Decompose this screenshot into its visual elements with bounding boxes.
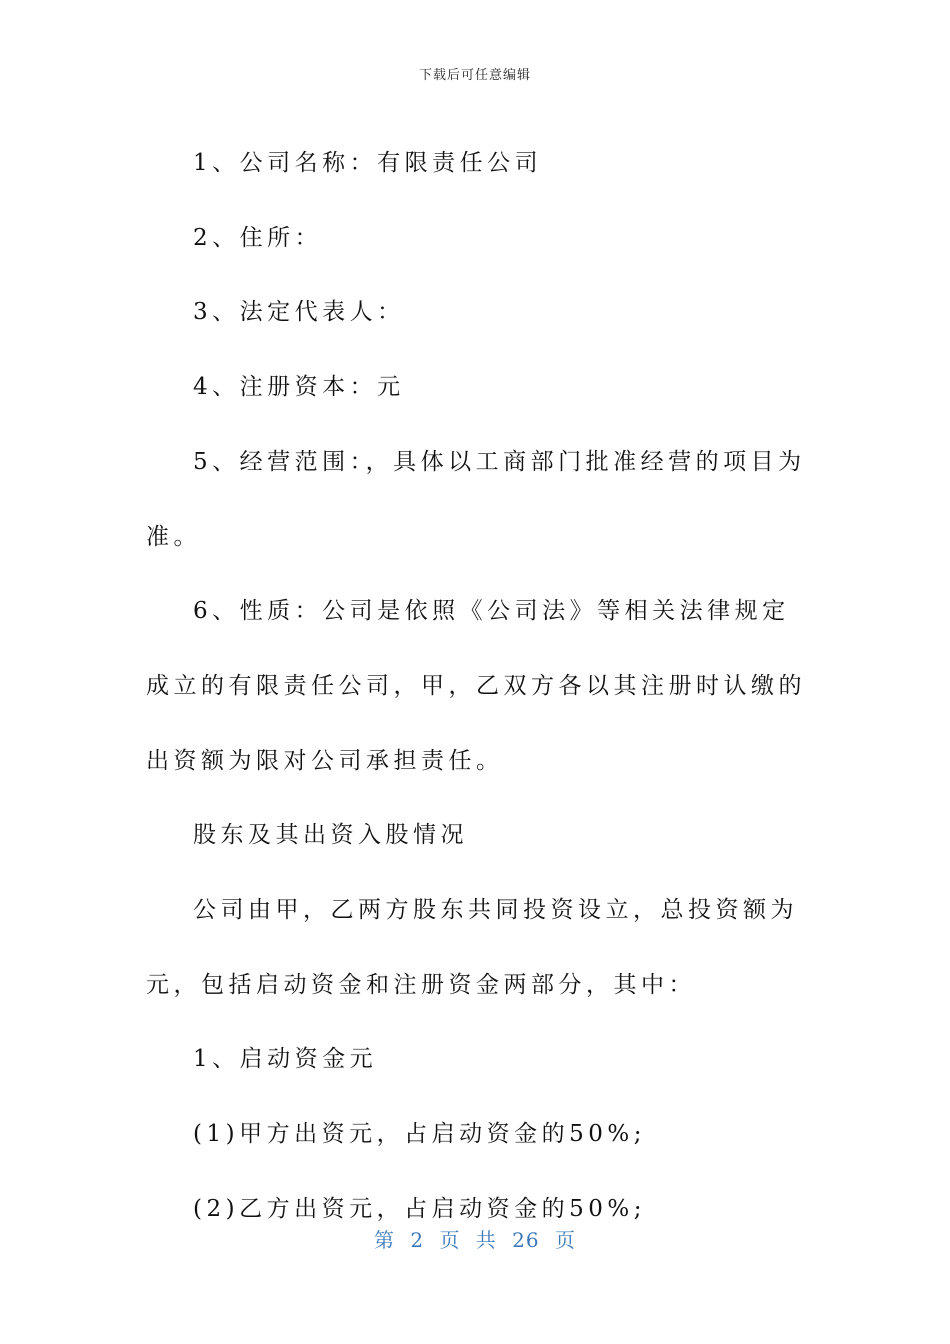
section-heading-shareholders: 股东及其出资入股情况 xyxy=(193,822,468,849)
paragraph-company-name: 1、公司名称：有限责任公司 xyxy=(193,150,543,176)
document-body xyxy=(146,126,806,1247)
page-number: 第 2 页 共 26 页 xyxy=(374,1228,576,1252)
paragraph-business-scope: 5、经营范围：，具体以工商部门批准经营的项目为准。 xyxy=(146,448,806,550)
paragraph-nature: 6、性质：公司是依照《公司法》等相关法律规定成立的有限责任公司，甲，乙双方各以其注册时认缴的出资额为限对公司承担责任。 xyxy=(146,598,806,774)
paragraph-investment: 公司由甲，乙两方股东共同投资设立，总投资额为元，包括启动资金和注册资金两部分，其中： xyxy=(146,897,798,998)
paragraph-startup-capital: 1、启动资金元 xyxy=(193,1046,378,1073)
paragraph-party-b-contribution: (2)乙方出资元，占启动资金的50%; xyxy=(193,1195,646,1222)
paragraph-party-a-contribution: (1)甲方出资元，占启动资金的50%; xyxy=(193,1121,646,1148)
paragraph-address: 2、住所： xyxy=(193,224,323,251)
page-header: 下载后可任意编辑 xyxy=(418,68,531,83)
paragraph-legal-representative: 3、法定代表人： xyxy=(193,299,405,326)
paragraph-registered-capital: 4、注册资本：元 xyxy=(193,374,405,401)
